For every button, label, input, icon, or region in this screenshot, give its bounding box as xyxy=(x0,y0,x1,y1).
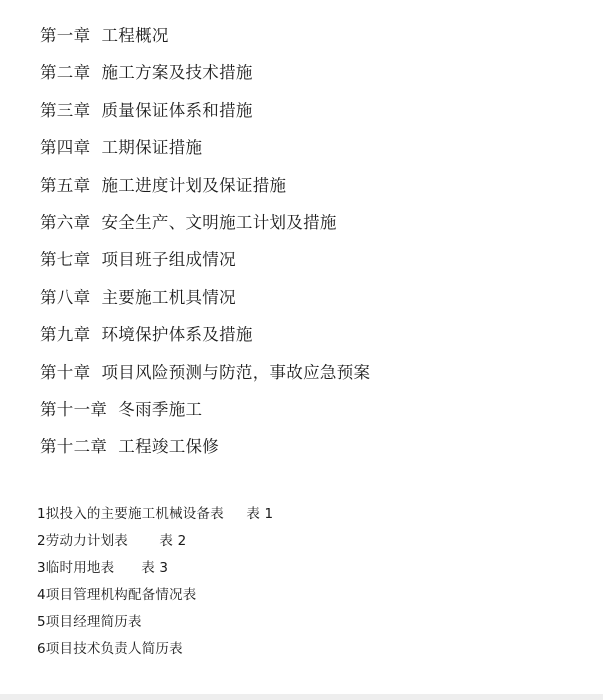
attachment-item: 4项目管理机构配备情况表 xyxy=(37,587,197,603)
chapter-item: 第十一章 冬雨季施工 xyxy=(40,399,203,419)
chapter-list xyxy=(40,22,370,471)
attachment-item: 3临时用地表 表 3 xyxy=(37,560,169,576)
attachment-item: 6项目技术负责人简历表 xyxy=(37,641,183,657)
attachment-item: 1拟投入的主要施工机械设备表 表 1 xyxy=(37,506,274,522)
chapter-item: 第八章 主要施工机具情况 xyxy=(40,287,236,307)
chapter-item: 第二章 施工方案及技术措施 xyxy=(40,63,253,83)
chapter-item: 第一章 工程概况 xyxy=(40,26,169,45)
chapter-item: 第四章 工期保证措施 xyxy=(40,138,203,158)
chapter-item: 第十二章 工程竣工保修 xyxy=(40,437,220,457)
attachment-item: 2劳动力计划表 表 2 xyxy=(37,533,187,549)
chapter-item: 第五章 施工进度计划及保证措施 xyxy=(40,175,287,195)
attachment-list xyxy=(37,504,273,666)
chapter-item: 第三章 质量保证体系和措施 xyxy=(40,100,253,120)
bottom-edge-bar xyxy=(0,694,603,700)
chapter-item: 第七章 项目班子组成情况 xyxy=(40,250,236,270)
chapter-item: 第六章 安全生产、文明施工计划及措施 xyxy=(40,212,337,232)
chapter-item: 第九章 环境保护体系及措施 xyxy=(40,325,253,345)
attachment-item: 5项目经理简历表 xyxy=(37,614,142,630)
chapter-item: 第十章 项目风险预测与防范，事故应急预案 xyxy=(40,362,371,382)
